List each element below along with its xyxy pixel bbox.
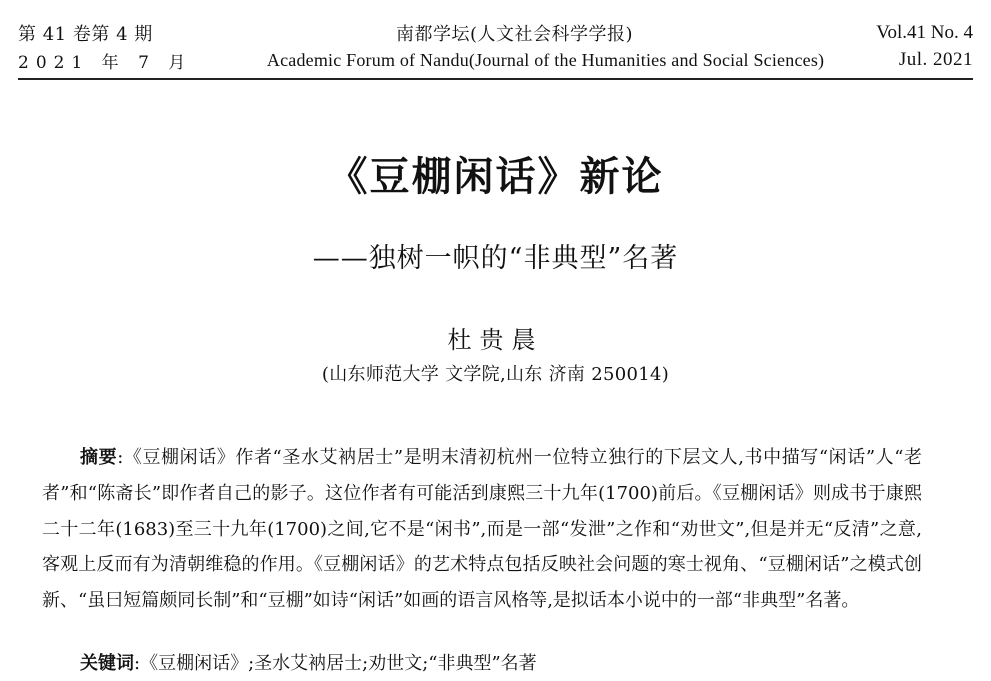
journal-header: [18, 10, 973, 80]
keywords-separator: :: [134, 653, 141, 674]
keywords-text: 《豆棚闲话》;圣水艾衲居士;劝世文;“非典型”名著: [140, 653, 537, 674]
abstract-text: 《豆棚闲话》作者“圣水艾衲居士”是明末清初杭州一位特立独行的下层文人,书中描写“闲话”人“老者”和“陈斋长”即作者自己的影子。这位作者有可能活到康熙三十九年(1700)前后。《豆棚闲话》则成书于康熙二十二年(1683)至三十九年(1700)之间,它不是“闲书”,而是一部“发泄”之作和“劝世文”,但是并无“反清”之意,客观上反而有为清朝维稳的作用。《豆棚闲话》的艺术特点包括反映社会问题的寒士视角、“豆棚闲话”之模式创新、“虽曰短篇颇同长制”和“豆棚”如诗“闲话”如画的语言风格等,是拟话本小说中的一部“非典型”名著。: [42, 447, 923, 612]
abstract-separator: :: [117, 447, 124, 468]
issue-date-cn: 2021 年 7 月: [18, 52, 193, 73]
header-row-2: [18, 48, 973, 72]
header-row-1: [18, 22, 973, 44]
journal-name-cn: 南都学坛(人文社会科学学报): [395, 24, 633, 45]
keywords-line: [80, 649, 537, 675]
journal-name-en: Academic Forum of Nandu(Journal of the Humanities and Social Sciences): [266, 49, 825, 70]
keywords-label: 关键词: [80, 653, 134, 674]
issue-volume-cn: 第 41 卷第 4 期: [18, 24, 153, 45]
author-affiliation: (山东师范大学 文学院,山东 济南 250014): [321, 364, 670, 385]
article-subtitle: ——独树一帜的“非典型”名著: [312, 243, 679, 274]
abstract-label: 摘要: [80, 447, 118, 468]
issue-volume-en: Vol.41 No. 4: [876, 22, 973, 43]
issue-date-en: Jul. 2021: [898, 49, 973, 70]
article-title: 《豆棚闲话》新论: [327, 153, 664, 200]
author-name: 杜贵晨: [447, 326, 544, 354]
abstract-paragraph: [42, 440, 922, 619]
